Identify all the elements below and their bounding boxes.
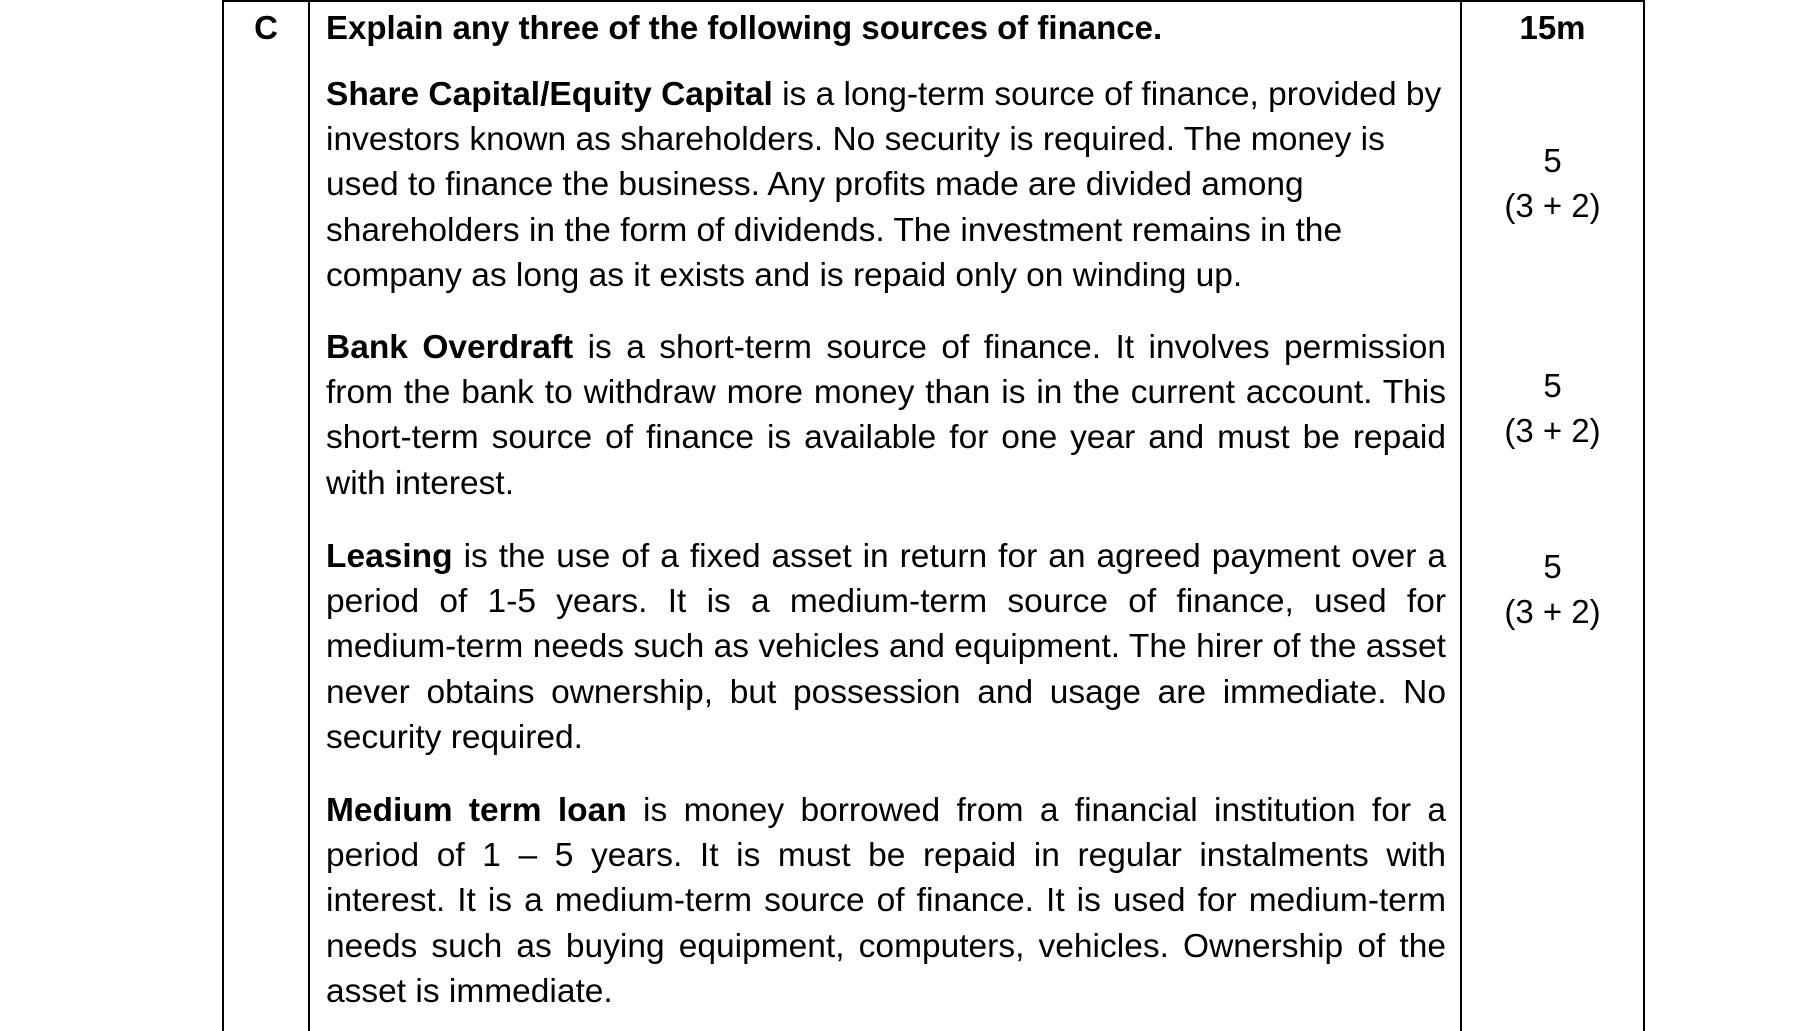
mark-breakdown: (3 + 2)	[1504, 412, 1601, 449]
marking-scheme-table	[222, 0, 1645, 1031]
column-divider-left	[308, 2, 310, 1031]
answer-text: is money borrowed from a financial institution for a period of 1 – 5 years. It is must be repaid in regular instalments with interest. It is a medium-term source of finance. It is used for medium-term needs such as buying equipment, computers, vehicles. Ownership of the asset is immediate.	[326, 792, 1446, 1010]
total-marks: 15m	[1519, 9, 1586, 46]
answer-term: Leasing	[326, 538, 453, 575]
question-letter: C	[254, 9, 278, 46]
mark-value: 5	[1543, 548, 1562, 585]
answer-term: Bank Overdraft	[326, 329, 574, 366]
answer-term: Medium term loan	[326, 792, 627, 829]
answer-leasing	[326, 534, 1446, 760]
answer-text: is a short-term source of finance. It involves permission from the bank to withdraw more money than is in the current account. This short-term source of finance is available for one year and must be repaid with interest.	[326, 329, 1446, 502]
answer-text: is a long-term source of finance, provided by investors known as shareholders. No security is required. The money is used to finance the business. Any profits made are divided among shareholders in the form of dividends. The investment remains in the company as long as it exists and is repaid only on winding up.	[326, 76, 1442, 294]
answer-bank-overdraft	[326, 325, 1446, 506]
mark-value: 5	[1543, 142, 1562, 179]
question-text: Explain any three of the following sources of finance.	[326, 9, 1163, 46]
answer-text: is the use of a fixed asset in return for an agreed payment over a period of 1-5 years. It is a medium-term source of finance, used for medium-term needs such as vehicles and equipment. The hirer of the asset never obtains ownership, but possession and usage are immediate. No security required.	[326, 538, 1446, 756]
mark-breakdown: (3 + 2)	[1504, 187, 1601, 224]
answer-term: Share Capital/Equity Capital	[326, 76, 773, 113]
answer-medium-term-loan	[326, 788, 1446, 1014]
mark-breakdown: (3 + 2)	[1504, 593, 1601, 630]
answer-share-capital	[326, 72, 1456, 298]
mark-value: 5	[1543, 367, 1562, 404]
